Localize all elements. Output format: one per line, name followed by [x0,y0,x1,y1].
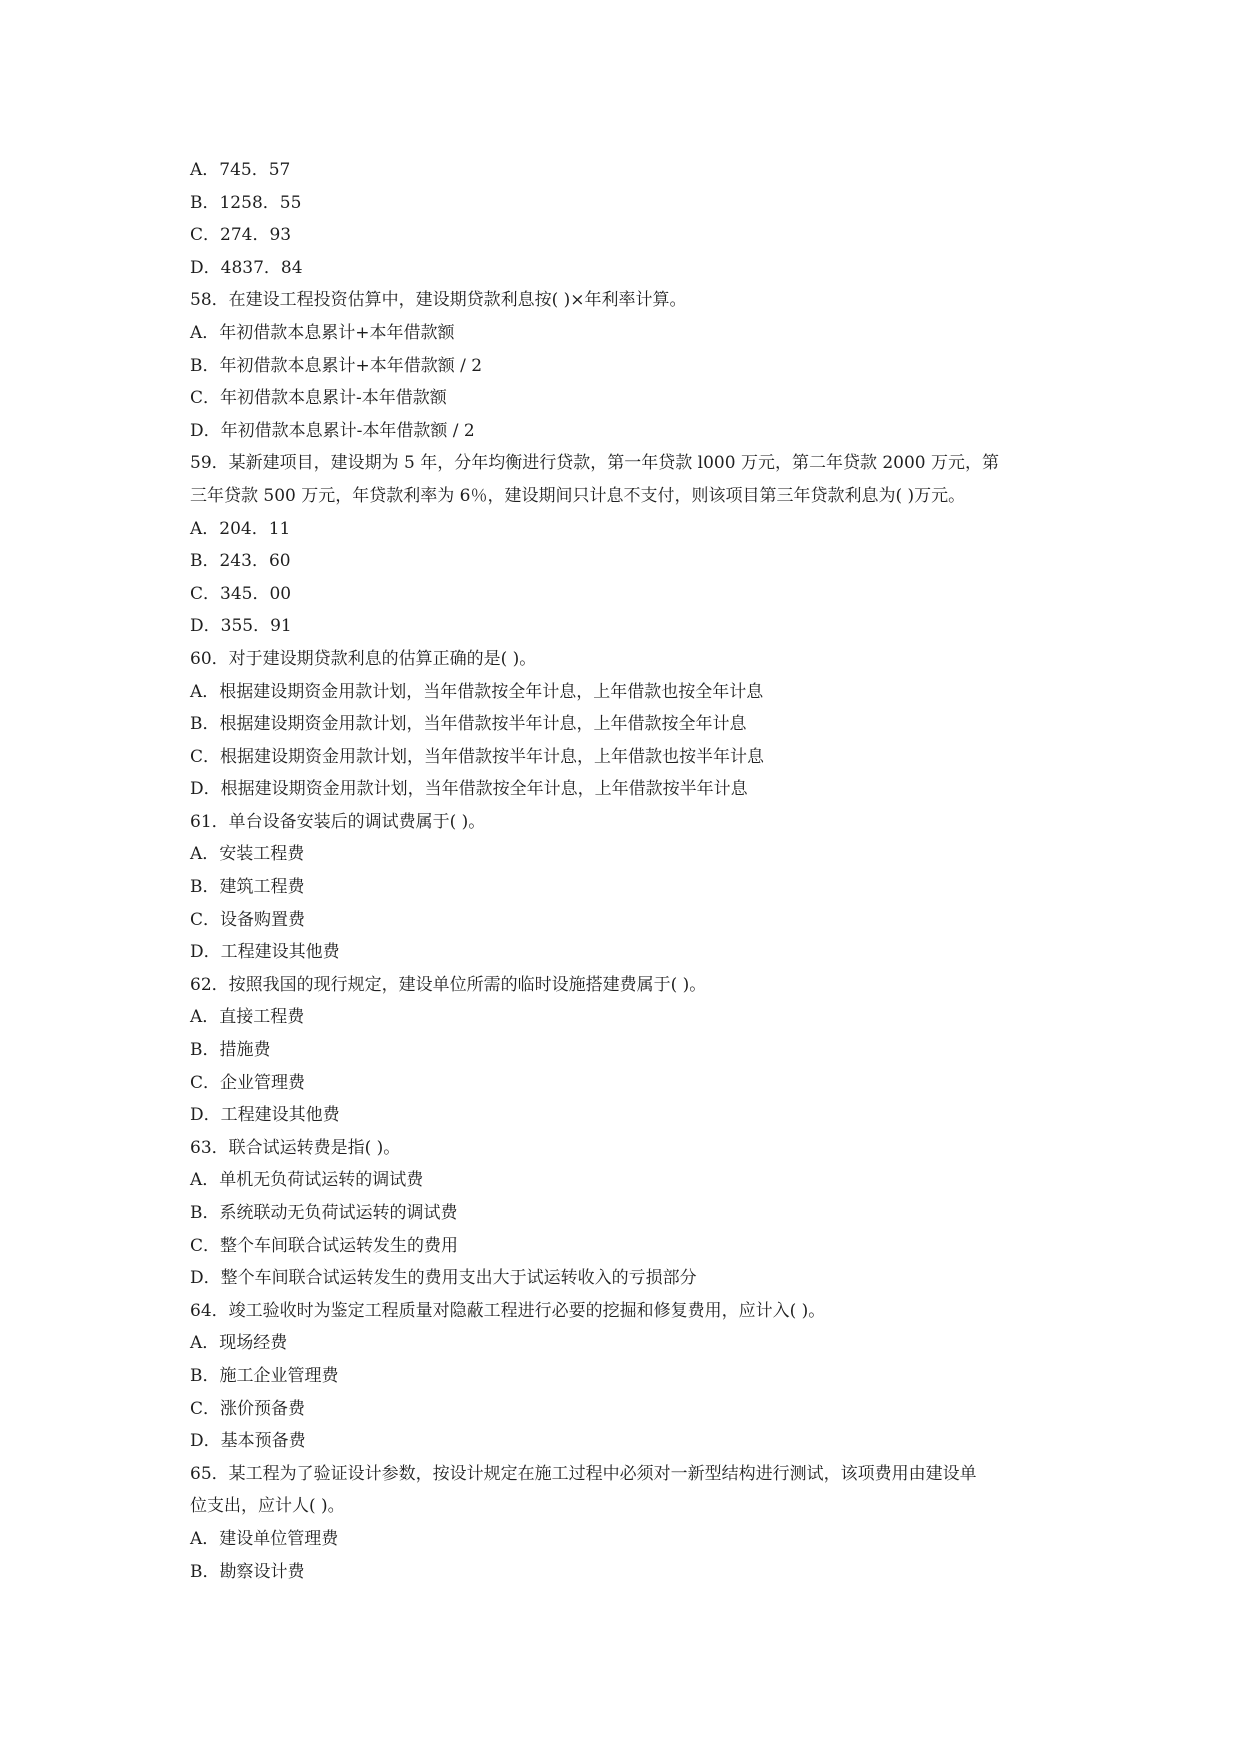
option-65-b: B．勘察设计费 [190,1561,305,1582]
question-59-line-2: 三年贷款 500 万元，年贷款利率为 6％，建设期间只计息不支付，则该项目第三年贷款利息为( )万元。 [190,485,966,506]
option-64-a: A．现场经费 [190,1333,288,1354]
option-60-b: B．根据建设期资金用款计划，当年借款按半年计息，上年借款按全年计息 [190,714,747,735]
option-58-b: B．年初借款本息累计+本年借款额 / 2 [190,355,483,376]
option-61-d: D．工程建设其他费 [190,942,340,963]
question-65-line-2: 位支出，应计人( )。 [190,1496,345,1517]
option-57-d: D．4837．84 [190,257,303,278]
option-59-c: C．345．00 [190,583,292,604]
option-58-d: D．年初借款本息累计-本年借款额 / 2 [190,420,475,441]
option-61-b: B．建筑工程费 [190,877,305,898]
question-59-line-1: 59．某新建项目，建设期为 5 年，分年均衡进行贷款，第一年贷款 l000 万元，第二年贷款 2000 万元，第 [190,453,1000,474]
option-59-b: B．243．60 [190,551,291,572]
option-60-c: C．根据建设期资金用款计划，当年借款按半年计息，上年借款也按半年计息 [190,746,765,767]
option-62-c: C．企业管理费 [190,1072,306,1093]
option-64-c: C．涨价预备费 [190,1398,306,1419]
option-62-d: D．工程建设其他费 [190,1105,340,1126]
option-63-b: B．系统联动无负荷试运转的调试费 [190,1203,458,1223]
option-62-b: B．措施费 [190,1040,271,1061]
question-list [190,154,1060,1588]
option-57-a: A．745．57 [190,160,291,180]
option-58-a: A．年初借款本息累计+本年借款额 [190,322,455,343]
option-63-d: D．整个车间联合试运转发生的费用支出大于试运转收入的亏损部分 [190,1268,697,1289]
question-64: 64．竣工验收时为鉴定工程质量对隐蔽工程进行必要的挖掘和修复费用，应计入( )。 [190,1300,826,1321]
question-61: 61．单台设备安装后的调试费属于( )。 [190,811,486,832]
option-64-b: B．施工企业管理费 [190,1365,339,1386]
option-63-a: A．单机无负荷试运转的调试费 [190,1170,424,1191]
option-61-c: C．设备购置费 [190,909,306,930]
question-62: 62．按照我国的现行规定，建设单位所需的临时设施搭建费属于( )。 [190,974,707,995]
option-59-d: D．355．91 [190,616,292,637]
question-58: 58．在建设工程投资估算中，建设期贷款利息按( )×年利率计算。 [190,290,687,311]
question-63: 63．联合试运转费是指( )。 [190,1137,401,1158]
option-57-c: C．274．93 [190,225,292,246]
option-58-c: C．年初借款本息累计-本年借款额 [190,388,447,409]
option-59-a: A．204．11 [190,518,291,539]
question-65-line-1: 65．某工程为了验证设计参数，按设计规定在施工过程中必须对一新型结构进行测试，该项费用由建设单 [190,1463,977,1484]
option-65-a: A．建设单位管理费 [190,1528,339,1549]
option-61-a: A．安装工程费 [190,844,305,865]
option-60-d: D．根据建设期资金用款计划，当年借款按全年计息，上年借款按半年计息 [190,779,748,800]
option-60-a: A．根据建设期资金用款计划，当年借款按全年计息，上年借款也按全年计息 [190,681,764,702]
option-64-d: D．基本预备费 [190,1431,306,1452]
option-57-b: B．1258．55 [190,192,302,213]
option-63-c: C．整个车间联合试运转发生的费用 [190,1235,459,1256]
option-62-a: A．直接工程费 [190,1007,305,1028]
question-60: 60．对于建设期贷款利息的估算正确的是( )。 [190,648,537,669]
